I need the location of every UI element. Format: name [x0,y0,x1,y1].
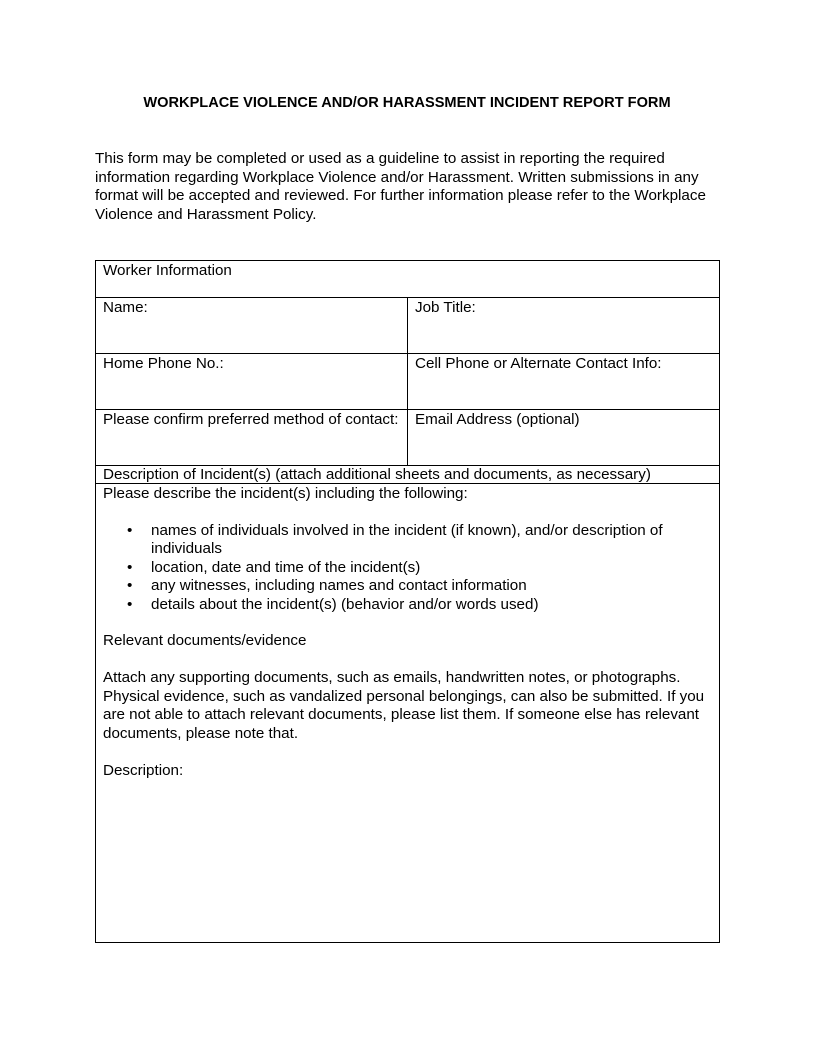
bullet-item: • location, date and time of the incident(s) [151,559,712,578]
worker-info-heading: Worker Information [96,261,720,298]
incident-bullet-list [103,522,712,615]
name-jobtitle-row [96,298,720,354]
preferred-contact-label: Please confirm preferred method of contact: [103,411,399,428]
email-label: Email Address (optional) [415,411,580,428]
bullet-item: • any witnesses, including names and contact information [151,577,712,596]
preferred-contact-field[interactable] [96,410,408,466]
incident-header-row [96,466,720,484]
incident-report-table [95,260,720,943]
contact-row [96,410,720,466]
job-title-field[interactable] [408,298,720,354]
incident-body-row [96,484,720,943]
name-label: Name: [103,299,148,316]
phone-row [96,354,720,410]
cell-phone-field[interactable] [408,354,720,410]
evidence-text: Attach any supporting documents, such as emails, handwritten notes, or photographs. Physical evidence, such as vandalized personal belongings, can also be submitted. If you are not able to attach relevant documents, please list them. If someone else has relevant documents, please note that. [103,669,705,742]
form-title: WORKPLACE VIOLENCE AND/OR HARASSMENT INCIDENT REPORT FORM [143,95,671,111]
bullet-item: • details about the incident(s) (behavior and/or words used) [151,596,712,615]
incident-description-field[interactable] [96,484,720,943]
name-field[interactable] [96,298,408,354]
incident-intro: Please describe the incident(s) including the following: [103,485,468,502]
home-phone-label: Home Phone No.: [103,355,224,372]
email-field[interactable] [408,410,720,466]
intro-paragraph: This form may be completed or used as a guideline to assist in reporting the required information regarding Workplace Violence and/or Harassment. Written submissions in any format will be accepted and reviewed. For further information please refer to the Workplace Violence and Harassment Policy. [95,150,706,223]
home-phone-field[interactable] [96,354,408,410]
bullet-item: • names of individuals involved in the incident (if known), and/or description of individuals [151,522,712,559]
job-title-label: Job Title: [415,299,476,316]
incident-heading: Description of Incident(s) (attach additional sheets and documents, as necessary) [96,466,720,484]
description-label: Description: [103,761,184,779]
evidence-heading: Relevant documents/evidence [103,632,307,649]
worker-info-header-row [96,261,720,298]
cell-phone-label: Cell Phone or Alternate Contact Info: [415,355,662,372]
